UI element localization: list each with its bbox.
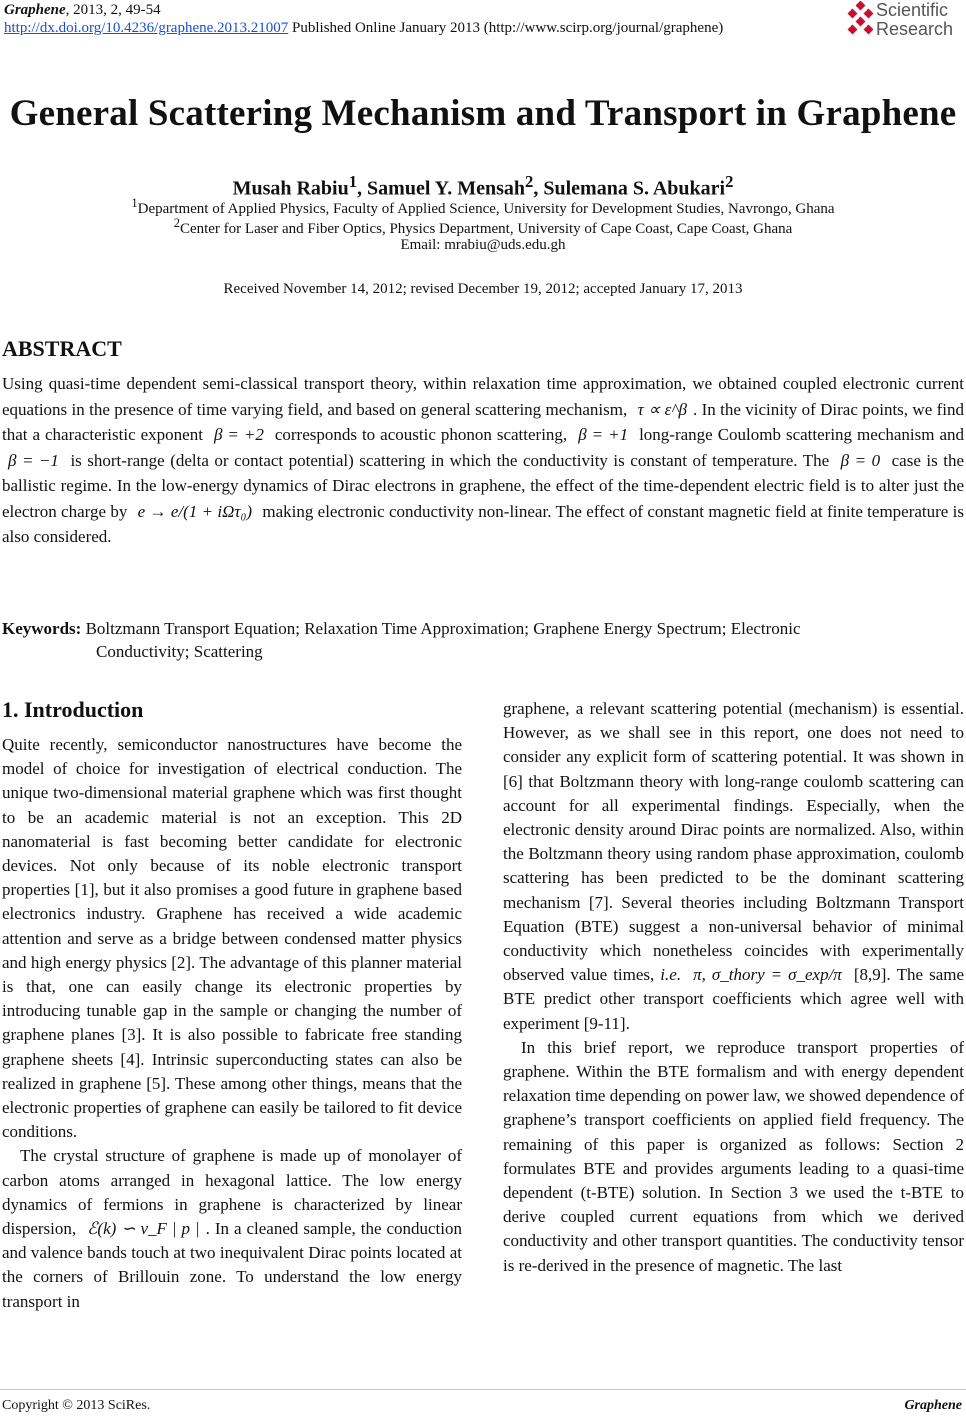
author-email: Email: mrabiu@uds.edu.gh [400,237,566,253]
affiliation-1 [0,196,966,218]
formula: π, σ_thory = σ_exp/π [693,965,842,985]
doi-line [4,20,854,37]
footer-divider [0,1389,966,1390]
formula: ℰ(k) ∽ v_F | p | [87,1219,200,1239]
scirp-logo-icon [846,1,876,41]
paragraph [2,1144,462,1313]
publisher-logo [846,1,966,43]
abstract-text: is short-range (delta or contact potential) scattering in which the conductivity is constant of temperature. The [70,450,830,470]
paragraph: Quite recently, semiconductor nanostructures have become the model of choice for investigation of electrical conduction. The unique two-dimensional material graphene which was first thought to be an academic material is not an exception. This 2D nanomaterial is fast becoming better candidate for electronic devices. Not only because of its noble electronic transport properties [1], but it also promises a good future in graphene based electronics industry. Graphene has received a wide academic attention and serve as a bridge between condensed matter physics and high energy physics [2]. The advantage of this planner material is that, one can easily change its electronic properties by introducing tunable gap in the sample or changing the number of graphene planes [3]. It is also possible to fabricate free standing graphene sheets [4]. Intrinsic superconducting states can also be realized in graphene [5]. These among other things, means that the electronic properties of graphene can easily be tailored to fit device conditions. [2,735,462,1142]
formula: β = +2 [213,425,264,444]
paragraph-text: i.e. [660,965,682,985]
formula: e → e/(1 + iΩτ₀) [137,501,253,521]
abstract-text: making electronic conductivity non-linear. The effect of constant magnetic field at finite temperature is also considered. [2,501,964,546]
paper-title: General Scattering Mechanism and Transport in Graphene [9,93,957,134]
formula: β = −1 [8,450,59,470]
formula: β = 0 [840,450,881,470]
abstract-heading: ABSTRACT [2,336,122,361]
aff-text: Center for Laser and Fiber Optics, Physics Department, University of Cape Coast, Cape Coast, Ghana [179,221,793,237]
left-column [2,733,462,1314]
paragraph: In this brief report, we reproduce transport properties of graphene. Within the BTE formalism and with energy dependent relaxation time depending on power law, we showed dependence of graphene’s transport coefficients on applied field frequency. The remaining of this paper is organized as follows: Section 2 formulates BTE and provides arguments leading to a quasi-time dependent (t-BTE) solution. In Section 3 we used the t-BTE to derive coupled current equations from which we derived conductivity and other transport quantities. The conductivity tensor is re-derived in the presence of magnetic. The last [503,1037,964,1275]
section-heading: 1. Introduction [2,697,144,722]
paragraph-text: The crystal structure of graphene is made up of monolayer of carbon atoms arranged in hexagonal lattice. The low energy dynamics of fermions in graphene is characterized by linear dispersion, [2,1146,462,1239]
paragraph [503,697,964,1036]
keywords [2,617,964,663]
publisher-line2: Research [876,19,954,39]
affiliation-2 [0,216,966,238]
paragraph-text: [8,9]. The same BTE predict other transport coefficients which agree well with experiment [9-11]. [503,965,965,1033]
abstract-text: corresponds to acoustic phonon scattering, [274,425,568,444]
aff-sup: 2 [173,216,180,230]
abstract-text: Using quasi-time dependent semi-classical transport theory, within relaxation time approximation, we obtained coupled electronic current equations in the presence of time varying field, and based on general scattering mechanism, [2,374,964,419]
doi-link[interactable]: http://dx.doi.org/10.4236/graphene.2013.21007 [4,20,289,36]
aff-text: Department of Applied Physics, Faculty of Applied Science, University for Development Studies, Navrongo, Ghana [137,201,835,217]
journal-name: Graphene [4,2,66,18]
author-sup: 1 [348,172,358,191]
citation: , 2013, 2, 49-54 [65,2,161,18]
abstract-text: long-range Coulomb scattering mechanism and [639,425,965,444]
aff-sup: 1 [131,196,138,210]
keywords-text: Boltzmann Transport Equation; Relaxation Time Approximation; Graphene Energy Spectrum; Electronic [81,619,801,638]
abstract-text: case is the ballistic regime. In the low-energy dynamics of Dirac electrons in graphene, the effect of the time-dependent electric field is to alter just the electron charge by [2,450,965,521]
author-sup: 2 [525,172,534,191]
paragraph-text: graphene, a relevant scattering potential (mechanism) is essential. However, as we shall see in this report, one does not need to consider any explicit form of scattering potential. It was shown in [6] that Boltzmann theory with long-range coulomb scattering can account for all experimental findings. Especially, when the electronic density around Dirac points are normalized. Also, within the Boltzmann theory using random phase approximation, coulomb scattering has been predicted to be the dominant scattering mechanism [7]. Several theories including Boltzmann Transport Equation (BTE) suggest a non-universal behavior of minimal conductivity which nonetheless coincides with experimentally observed value times, [503,699,964,985]
publisher-line1: Scientific [876,0,949,20]
keywords-label: Keywords: [2,619,82,638]
author-name: Sulemana S. Abukari [543,177,726,200]
author-sup: 2 [725,172,734,191]
footer-copyright: Copyright © 2013 SciRes. [2,1398,151,1413]
published-info: Published Online January 2013 (http://www.scirp.org/journal/graphene) [288,20,724,36]
formula: τ ∝ ε^β [637,399,687,419]
author-list: Musah Rabiu$^1$, Samuel Y. Mensah$^2$, Sulemana S. Abukari$^2$ [232,172,734,200]
publisher-wordmark [876,1,953,39]
abstract-text: . In the vicinity of Dirac points, we find that a characteristic exponent [2,399,965,444]
formula: β = +1 [578,425,629,444]
right-column [503,697,964,1278]
keywords-text: Conductivity; Scattering [96,642,263,661]
author-name: Samuel Y. Mensah [367,177,526,200]
running-header [4,2,161,19]
abstract-body [2,371,964,550]
received-dates: Received November 14, 2012; revised December 19, 2012; accepted January 17, 2013 [223,281,743,297]
paragraph-text: . In a cleaned sample, the conduction and valence bands touch at two inequivalent Dirac points located at the corners of Brillouin zone. To understand the low energy transport in [2,1219,462,1311]
author-name: Musah Rabiu [232,177,349,200]
footer-journal: Graphene [904,1398,962,1413]
